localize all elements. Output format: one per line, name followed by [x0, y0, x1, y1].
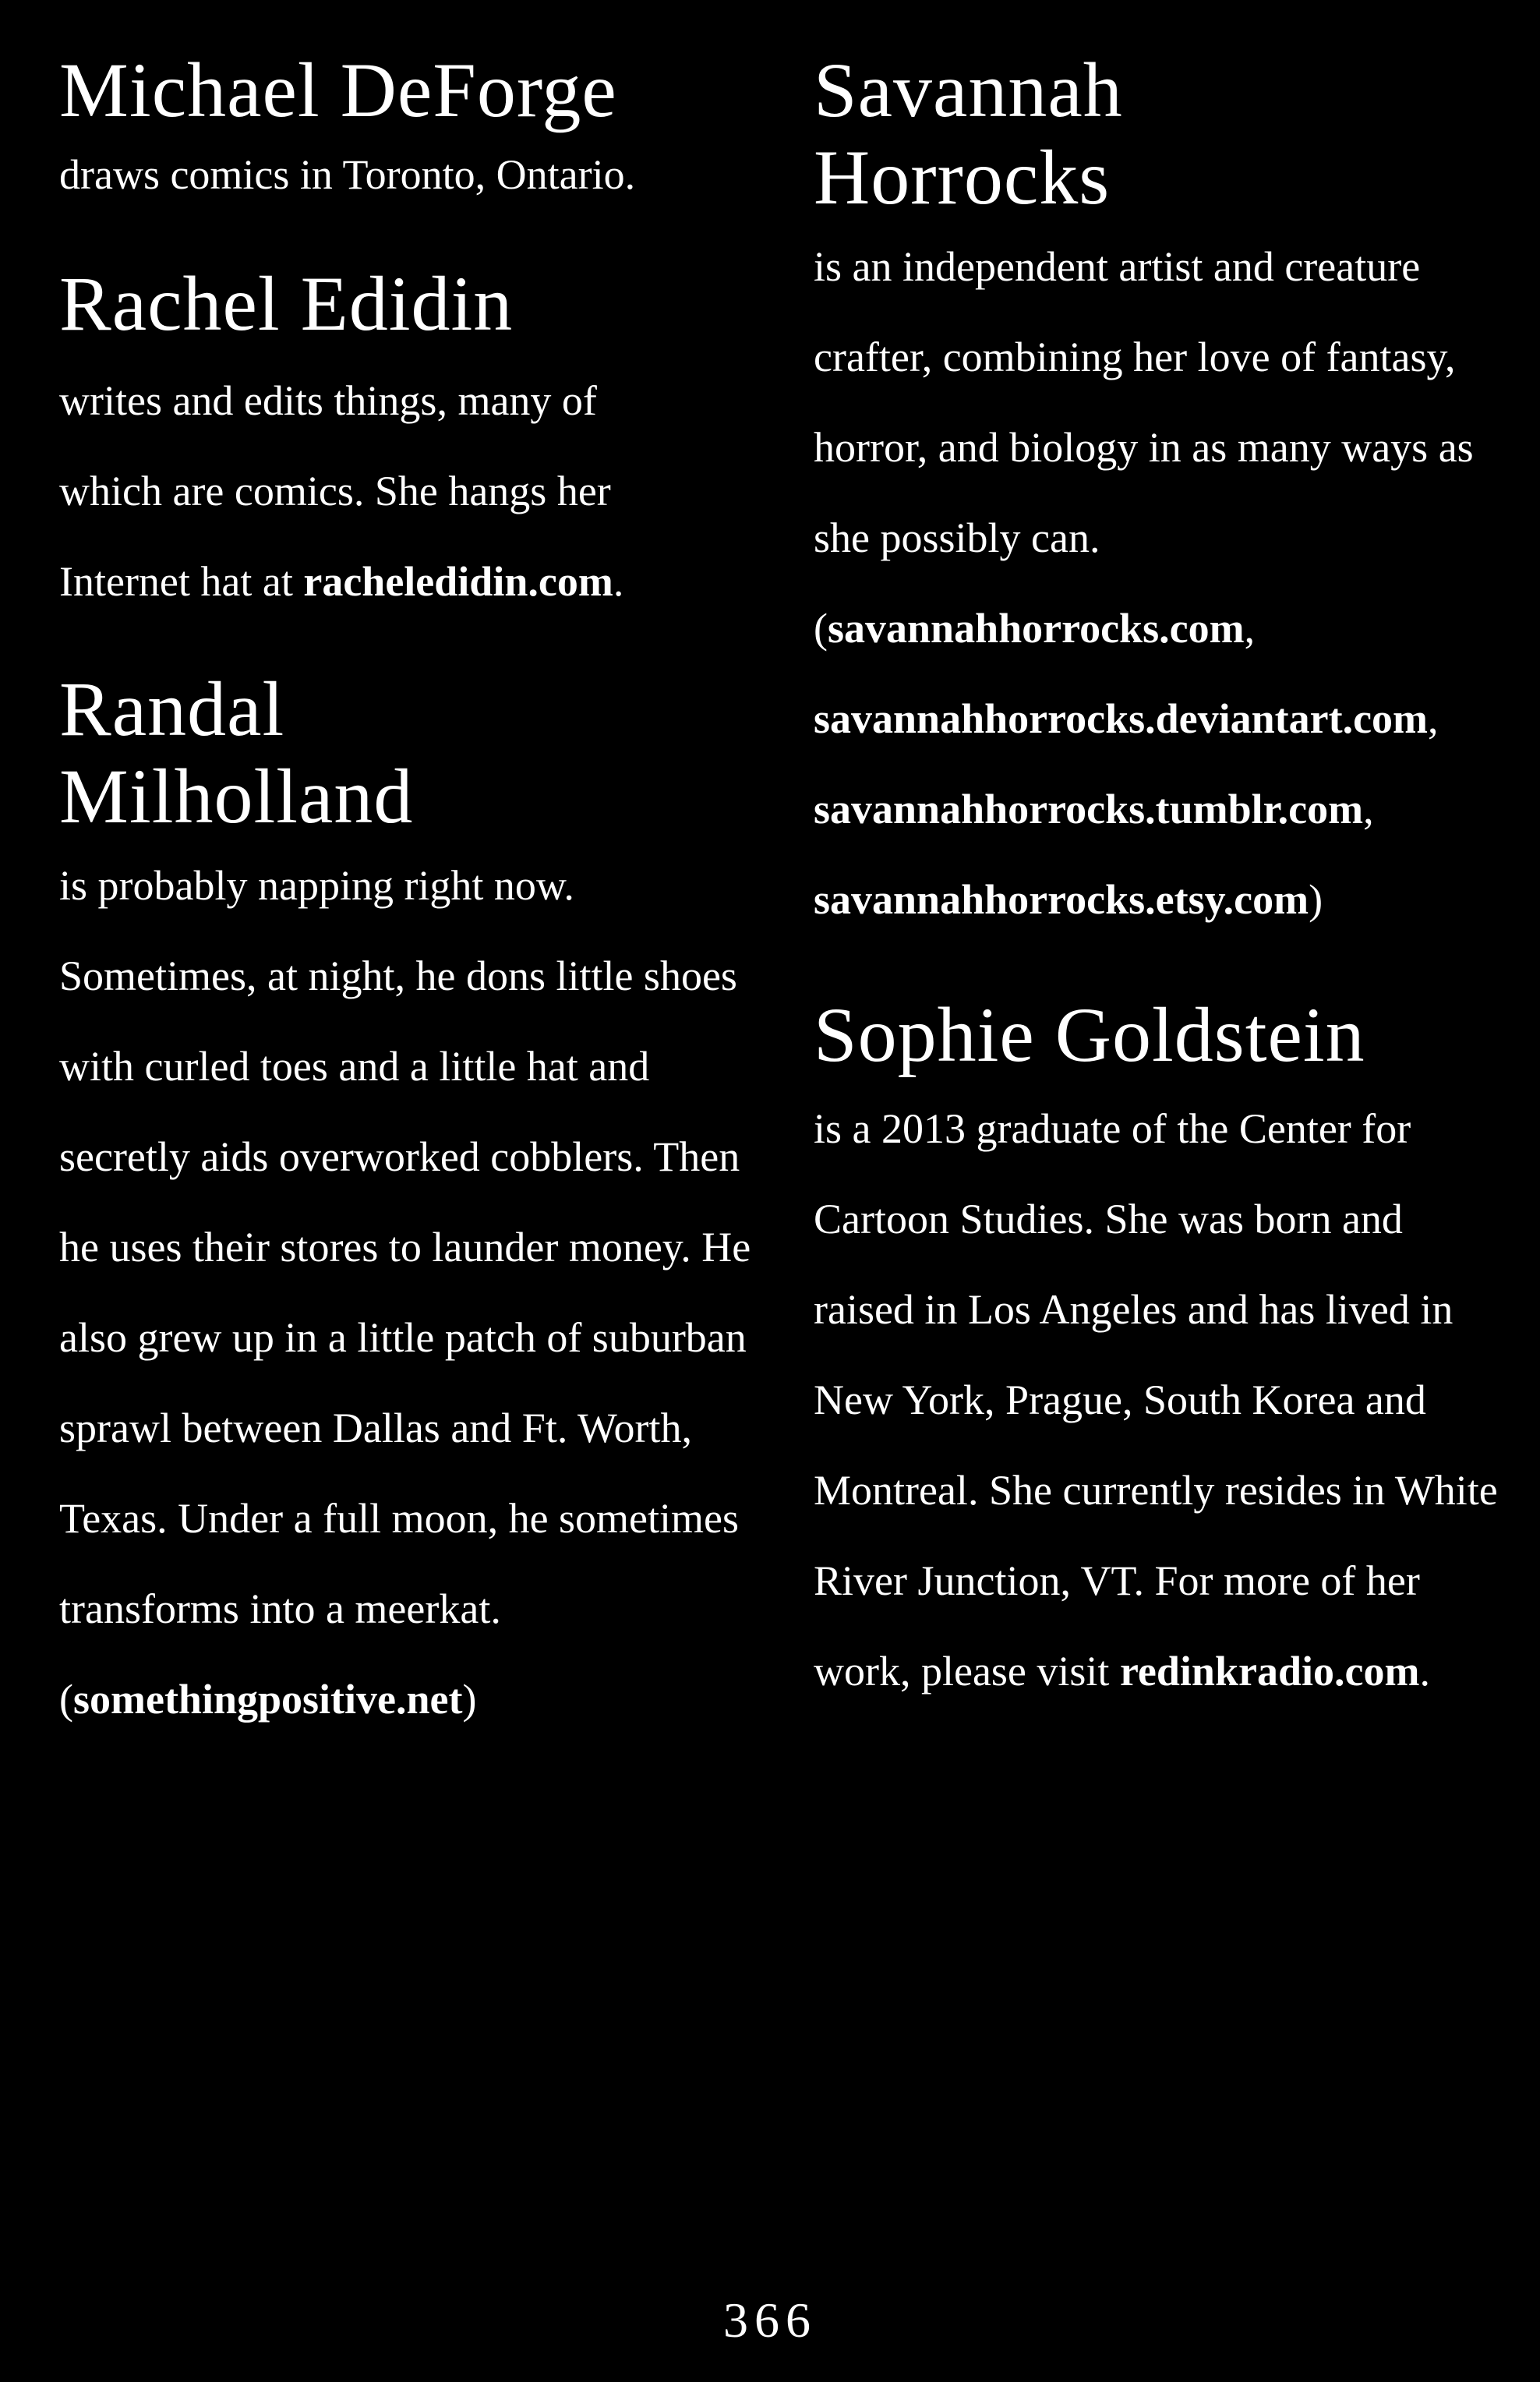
bio-link[interactable]: redinkradio.com: [1119, 1648, 1420, 1695]
contributor-name: Sophie Goldstein: [814, 991, 1365, 1078]
contributor-name: Savannah Horrocks: [814, 47, 1123, 221]
bio-text: ,: [1363, 786, 1374, 832]
contributor-name: Michael DeForge: [59, 47, 617, 133]
left-column: [59, 47, 761, 1744]
bio-text: ): [462, 1676, 477, 1723]
bio-text: .: [613, 558, 624, 605]
contributor-bio: [59, 355, 706, 627]
contributor-name: Rachel Edidin: [59, 260, 514, 347]
page-number: 366: [723, 2292, 817, 2348]
bio-text: draws comics in Toronto, Ontario.: [59, 151, 636, 198]
bio-text: is an independent artist and creature crafter, combining her love of fantasy, horror, and biology in as many ways as she possibly can. (: [814, 243, 1474, 652]
bio-text: ,: [1428, 695, 1439, 742]
bio-text: ,: [1244, 605, 1256, 652]
bio-link[interactable]: savannahhorrocks.deviantart.com: [814, 695, 1429, 742]
contributor-bio: [814, 1083, 1499, 1716]
bio-text: writes and edits things, many of which are comics. She hangs her Internet hat at: [59, 377, 611, 605]
bio-link[interactable]: savannahhorrocks.com: [827, 605, 1245, 652]
bio-entry-rachel-edidin: [59, 260, 761, 627]
bio-entry-michael-deforge: [59, 47, 761, 220]
bio-text: is probably napping right now. Sometimes, at night, he dons little shoes with curled toes and a little hat and secretly aids overworked cobblers. Then he uses their stores to launder money. He also grew up in a little patch of suburban sprawl between Dallas and Ft. Worth, Texas. Under a full moon, he sometimes transforms into a meerkat. (: [59, 862, 751, 1723]
bio-entry-randal-milholland: [59, 666, 761, 1744]
bio-entry-sophie-goldstein: [814, 991, 1515, 1716]
bio-entry-savannah-horrocks: [814, 47, 1515, 945]
right-column: [814, 47, 1515, 1716]
contributor-bio: [814, 221, 1515, 945]
bio-text: .: [1419, 1648, 1430, 1695]
bio-link[interactable]: savannahhorrocks.etsy.com: [814, 876, 1309, 923]
bio-link[interactable]: savannahhorrocks.tumblr.com: [814, 786, 1364, 832]
contributor-bio: [59, 129, 745, 220]
bio-text: is a 2013 graduate of the Center for Cartoon Studies. She was born and raised in Los Angeles and has lived in New York, Prague, South Korea and Montreal. She currently resides in White River Junction, VT. For more of her work, please visit: [814, 1105, 1498, 1695]
bio-text: ): [1309, 876, 1323, 923]
bio-link[interactable]: racheledidin.com: [303, 558, 613, 605]
bio-link[interactable]: somethingpositive.net: [72, 1676, 463, 1723]
contributor-name: Randal Milholland: [59, 666, 414, 839]
contributor-bio: [59, 840, 753, 1744]
